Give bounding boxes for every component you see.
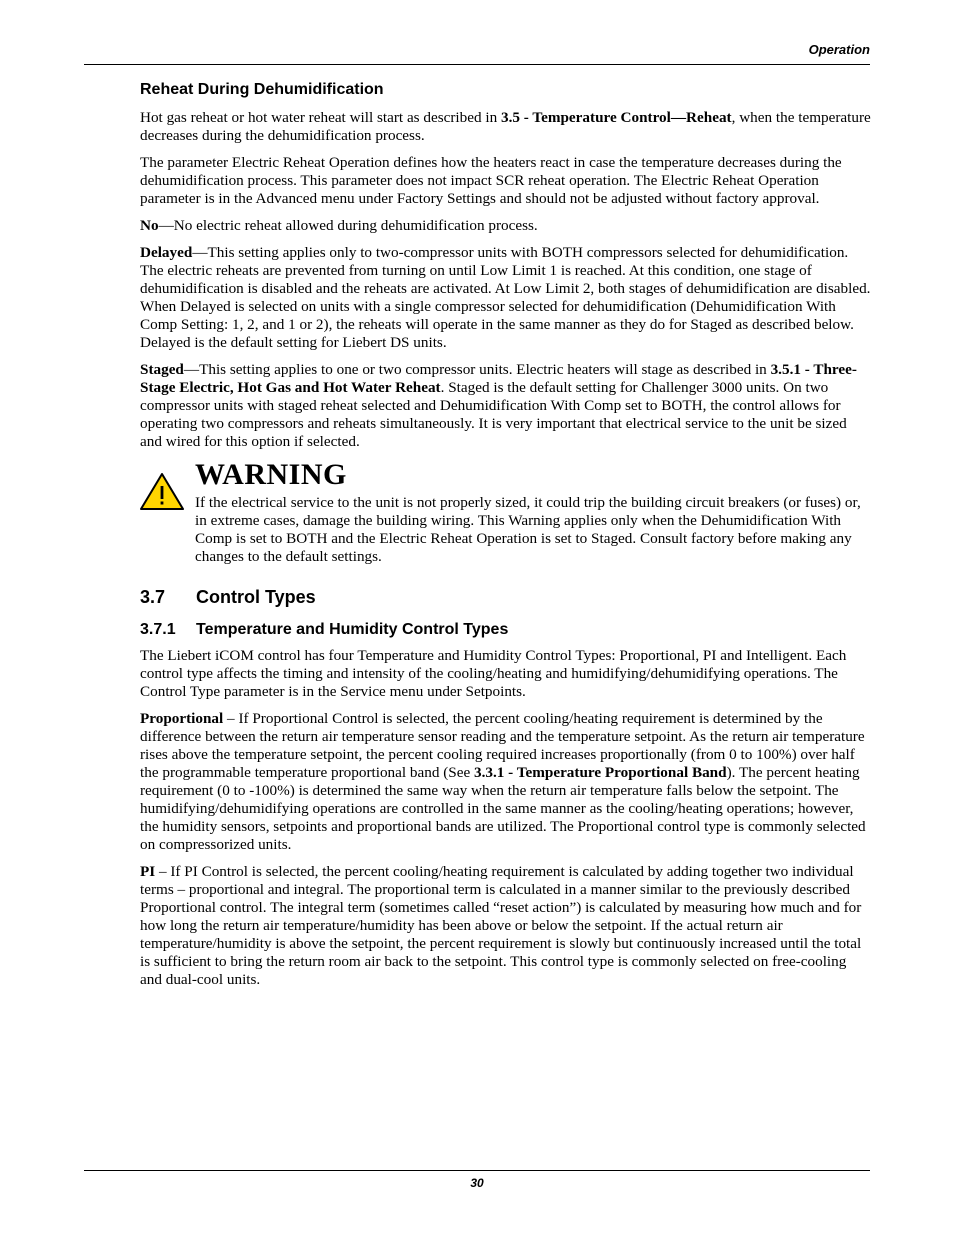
section-number: 3.7 bbox=[140, 587, 166, 607]
header-rule bbox=[84, 64, 870, 65]
option-term: PI bbox=[140, 863, 156, 880]
cross-reference: 3.3.1 - Temperature Proportional Band bbox=[474, 764, 727, 781]
section-heading-control-types bbox=[140, 586, 872, 608]
pi-paragraph: PI – If PI Control is selected, the percent cooling/heating requirement is calculated by adding together two individual terms – proportional and integral. The proportional term is calculated in a manner similar to the previously described Proportional control. The integral term (sometimes called “reset action”) is calculated by measuring how much and for how long the return air temperature/humidity has been above or below the setpoint. If the actual return air temperature/humidity is above the setpoint, the percent requirement is slowly but continuously increased until the total is sufficient to bring the return room air back to the setpoint. This control type is commonly selected on free-cooling and dual-cool units. bbox=[140, 863, 862, 988]
reheat-paragraph-1: Hot gas reheat or hot water reheat will start as described in 3.5 - Temperature Control—Reheat, when the temperature decreases during the dehumidification process. bbox=[140, 109, 871, 144]
subsection-heading-temp-humidity bbox=[140, 620, 872, 640]
subsection-title: Temperature and Humidity Control Types bbox=[196, 621, 509, 638]
warning-title: WARNING bbox=[195, 458, 347, 491]
option-term: Delayed bbox=[140, 244, 193, 261]
proportional-paragraph: Proportional – If Proportional Control is selected, the percent cooling/heating requirement is determined by the difference between the return air temperature sensor reading and the temperature setpoint. As the return air temperature rises above the temperature setpoint, the percent cooling required increases proportionally (from 0 to 100%) over half the programmable temperature proportional band (See 3.3.1 - Temperature Proportional Band). The percent heating requirement (0 to -100%) is determined the same way when the return air temperature falls below the setpoint. The humidifying/dehumidifying operations are controlled in the same manner as the cooling/heating operations; however, the humidity sensors, setpoints and proportional bands are utilized. The Proportional control type is commonly selected on compressorized units. bbox=[140, 710, 866, 853]
option-term: Staged bbox=[140, 361, 184, 378]
cross-reference: 3.5 - Temperature Control—Reheat bbox=[501, 109, 732, 126]
cross-reference: 3.5.1 - Three-Stage Electric, Hot Gas and Hot Water Reheat bbox=[140, 361, 857, 396]
option-term: Proportional bbox=[140, 710, 224, 727]
subsection-number: 3.7.1 bbox=[140, 621, 176, 638]
control-types-intro: The Liebert iCOM control has four Temperature and Humidity Control Types: Proportional, PI and Intelligent. Each control type affects the timing and intensity of the cooling/heating and humidifying/dehumidifying operations. The Control Type parameter is in the Service menu under Setpoints. bbox=[140, 647, 847, 700]
page-content bbox=[140, 80, 872, 998]
reheat-heading: Reheat During Dehumidification bbox=[140, 81, 384, 98]
running-header: Operation bbox=[808, 42, 870, 57]
option-no: No—No electric reheat allowed during dehumidification process. bbox=[140, 217, 538, 234]
reheat-paragraph-2: The parameter Electric Reheat Operation defines how the heaters react in case the temperature decreases during the dehumidification process. This parameter does not impact SCR reheat operation. The Electric Reheat Operation parameter is in the Advanced menu under Factory Settings and should not be adjusted without factory approval. bbox=[140, 154, 842, 207]
warning-block bbox=[139, 460, 872, 566]
option-delayed: Delayed—This setting applies only to two-compressor units with BOTH compressors selected for dehumidification. The electric reheats are prevented from turning on until Low Limit 1 is reached. At this condition, one stage of dehumidification is disabled and the reheats are activated. At Low Limit 2, both stages of dehumidification are disabled. When Delayed is selected on units with a single compressor selected for dehumidification (Dehumidification With Comp Setting: 1, 2, and 1 or 2), the reheats will operate in the same manner as they do for Staged as described below. Delayed is the default setting for Liebert DS units. bbox=[140, 244, 871, 351]
warning-text: If the electrical service to the unit is not properly sized, it could trip the building circuit breakers (or fuses) or, in extreme cases, damage the building wiring. This Warning applies only when the Dehumidification With Comp is set to BOTH and the Electric Reheat Operation is set to Staged. Consult factory before making any changes to the default settings. bbox=[195, 494, 861, 565]
page-number: 30 bbox=[470, 1176, 484, 1190]
warning-triangle-icon bbox=[139, 472, 185, 512]
option-staged: Staged—This setting applies to one or two compressor units. Electric heaters will stage as described in 3.5.1 - Three-Stage Electric, Hot Gas and Hot Water Reheat. Staged is the default setting for Challenger 3000 units. On two compressor units with staged reheat selected and Dehumidification With Comp set to BOTH, the control allows for operating two compressors and reheats simultaneously. It is very important that electrical service to the unit be sized and wired for this option if selected. bbox=[140, 361, 857, 450]
option-term: No bbox=[140, 217, 159, 234]
section-title: Control Types bbox=[196, 587, 316, 607]
footer-rule bbox=[84, 1170, 870, 1171]
